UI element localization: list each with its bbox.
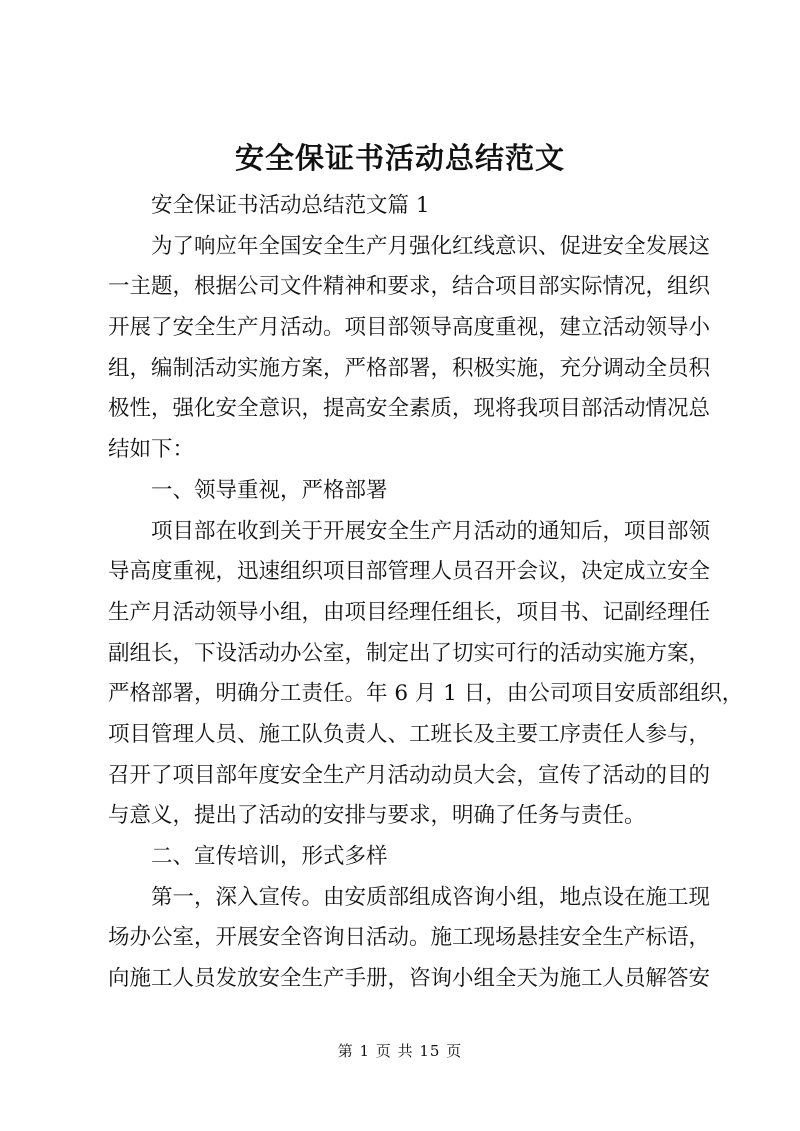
paragraph-line: 组，编制活动实施方案，严格部署，积极实施，充分调动全员积 [108,355,711,381]
page-number-footer: 第 1 页 共 15 页 [337,1042,463,1060]
section-heading-1: 一、领导重视，严格部署 [151,477,388,503]
paragraph-line: 为了响应年全国安全生产月强化红线意识、促进安全发展这 [151,233,711,259]
paragraph-line: 第一，深入宣传。由安质部组成咨询小组，地点设在施工现 [151,884,711,910]
paragraph-line: 与意义，提出了活动的安排与要求，明确了任务与责任。 [108,803,646,829]
section-heading-article: 安全保证书活动总结范文篇 1 [151,193,430,218]
paragraph-line: 向施工人员发放安全生产手册，咨询小组全天为施工人员解答安 [108,966,711,992]
paragraph-line: 严格部署，明确分工责任。年 6 月 1 日，由公司项目安质部组织， [108,681,744,707]
paragraph-line: 导高度重视，迅速组织项目部管理人员召开会议，决定成立安全 [108,559,711,585]
paragraph-line: 召开了项目部年度安全生产月活动动员大会，宣传了活动的目的 [108,762,711,788]
document-title: 安全保证书活动总结范文 [234,141,565,175]
paragraph-line: 场办公室，开展安全咨询日活动。施工现场悬挂安全生产标语， [108,925,711,951]
document-body [108,186,744,1000]
paragraph-line: 项目部在收到关于开展安全生产月活动的通知后，项目部领 [151,518,711,544]
section-heading-2: 二、宣传培训，形式多样 [151,844,388,869]
paragraph-line: 结如下： [108,437,195,463]
paragraph-line: 一主题，根据公司文件精神和要求，结合项目部实际情况，组织 [108,274,711,300]
paragraph-line: 项目管理人员、施工队负责人、工班长及主要工序责任人参与， [108,721,711,747]
paragraph-line: 极性，强化安全意识，提高安全素质，现将我项目部活动情况总 [108,396,711,422]
paragraph-line: 副组长，下设活动办公室，制定出了切实可行的活动实施方案， [108,640,711,666]
paragraph-line: 开展了安全生产月活动。项目部领导高度重视，建立活动领导小 [108,315,711,341]
paragraph-line: 生产月活动领导小组，由项目经理任组长，项目书、记副经理任 [108,599,711,625]
